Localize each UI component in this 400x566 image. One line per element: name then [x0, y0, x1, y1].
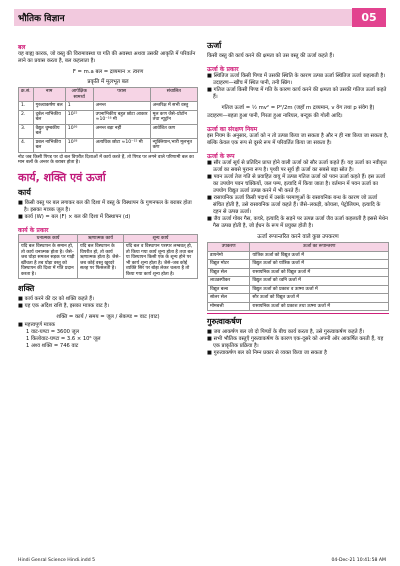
page-number: 05 — [352, 8, 386, 27]
table-row — [208, 294, 389, 303]
table-cell: विद्युत ऊर्जा को प्रकाश व ऊष्मा ऊर्जा में — [250, 285, 389, 294]
conv-table — [207, 242, 389, 311]
shakti-heading: शक्ति — [18, 284, 35, 294]
table-cell: विद्युत ऊर्जा को ध्वनि ऊर्जा में — [250, 277, 389, 286]
table-cell: गुरुत्वाकर्षण बल — [33, 102, 65, 111]
roop-bullet: ■ पवन ऊर्जा तेज गति से प्रवाहित वायु में उत्पन्न गतिज ऊर्जा को पवन ऊर्जा कहते हैं। इस ऊर्जा का उपयोग पवन चक्कियों, जल पम्प, इत्यादि में किया जाता है। वर्तमान में पवन ऊर्जा का उपयोग विद्युत ऊर्जा उत्पन्न करने में भी करते हैं। — [207, 174, 386, 194]
table-row — [19, 243, 198, 279]
table-cell: 1. — [19, 102, 34, 111]
karya-bullet: ■ कार्य (W) = बल (F) × बल की दिशा में विस्थापन (d) — [18, 213, 131, 220]
forces-table — [18, 87, 198, 153]
unit-line: 1 किलोवाट-घण्टा = 3.6 × 10⁶ जूल — [26, 336, 101, 343]
urja-bullet: ■ स्थितिज ऊर्जा किसी पिण्ड में उसकी स्थिति के कारण उत्पन्न ऊर्जा स्थितिज ऊर्जा कहलाती है। उदाहरण—खींच में स्थित पानी, तनी स्प्रिंग। — [207, 73, 386, 86]
footer-file: Hindi Genral Science Hindi.indd 5 — [18, 558, 95, 563]
table-cell: 1 — [65, 102, 93, 111]
shakti-bullet: ■ यह एक अदिश राशि है, इसका मात्रक वाट है। — [18, 303, 109, 310]
table-header-cell: ऋणात्मक कार्य — [78, 234, 124, 243]
table-cell: उपनाभिकीय बहुत छोटा आकार ≈10⁻¹⁶ मी — [93, 110, 150, 124]
unit-line: 1 वाट-घण्टा = 3600 जूल — [26, 329, 79, 336]
footer-date: 04-Dec-21 10:41:58 AM — [331, 558, 386, 563]
table-cell: सोलर सेल — [208, 294, 250, 303]
table-cell: विद्युत ऊर्जा को यांत्रिक ऊर्जा में — [250, 260, 389, 269]
table-cell: विद्युत सेल — [208, 268, 250, 277]
table-row — [19, 124, 198, 138]
shakti-units-heading: ■ महत्त्वपूर्ण मात्रक — [18, 322, 55, 329]
table-row — [19, 138, 198, 152]
table-cell: 10²⁵ — [65, 110, 93, 124]
unit-line: 1 अश्व शक्ति = 746 वाट — [26, 343, 79, 350]
header-title: भौतिक विज्ञान — [18, 14, 65, 24]
gurutva-bullet: ■ सभी भौतिक वस्तुएँ गुरुत्वाकर्षण के कारण एक-दूसरे को अपनी ओर आकर्षित करती हैं, यह एक प्राकृतिक प्रक्रिया है। — [207, 336, 384, 349]
right-column — [207, 38, 389, 357]
conv-table-title: ऊर्जा रूपान्तरित करने वाले कुछ उपकरण — [257, 234, 339, 240]
roop-heading: ऊर्जा के रूप — [207, 153, 235, 160]
roop-bullet: ■ रासायनिक ऊर्जा किसी पदार्थ में उसके परमाणुओं के रासायनिक बन्ध के कारण जो ऊर्जा संचित होती है, उसे रासायनिक ऊर्जा कहते हैं। जैसे–लकड़ी, कोयला, पेट्रोलियम, इत्यादि के दहन से उत्पन्न ऊर्जा। — [207, 195, 381, 215]
table-header-cell: नाम — [33, 88, 65, 102]
table-cell: मूल कण जैसे–प्रोटॉन तथा न्यूट्रॉन — [150, 110, 197, 124]
karya-heading: कार्य — [18, 187, 31, 197]
gatij-example: उदाहरण—बहता हुआ पानी, गिरता हुआ नारियल, बन्दूक की गोली आदि। — [207, 113, 343, 119]
table-header-cell: क्र.सं. — [19, 88, 34, 102]
shakti-bullet: ■ कार्य करने की दर को शक्ति कहते हैं। — [18, 296, 94, 303]
table-cell: 10³⁸ — [65, 138, 93, 152]
table-cell: 3. — [19, 124, 34, 138]
karya-bullet: ■ किसी वस्तु पर बल लगाकर बल की दिशा में वस्तु के विस्थापन के गुणनफल के बराबर होता है। इसका मात्रक जूल है। — [18, 199, 192, 213]
table-cell: अन्तरिक्ष में सभी वस्तु — [150, 102, 197, 111]
bal-formula: F = m.a बल = द्रव्यमान × त्वरण — [72, 69, 144, 75]
table-cell: यदि बल विस्थापन के विपरीत हो, तो कार्य ऋणात्मक होता है। जैसे–जब कोई वस्तु खुरदरे सतह पर फिसलती है। — [78, 243, 124, 279]
table-header-cell: धनात्मक कार्य — [19, 234, 78, 243]
gatij-formula: गतिज ऊर्जा = ½ mv² = P²/2m (जहाँ m द्रव्यमान, v वेग तथा p संवेग है) — [221, 105, 375, 111]
table-cell: अनन्त — [93, 102, 150, 111]
table-row — [19, 110, 198, 124]
shakti-formula: शक्ति = कार्य / समय = जूल / सेकण्ड = वाट (वाट) — [56, 314, 160, 321]
table-header-cell: उपकरण — [208, 243, 250, 252]
header-bar — [14, 9, 366, 26]
table-row — [208, 277, 389, 286]
forces-note: नोट जब किसी पिण्ड पर दो बल विपरीत दिशाओं में कार्य करते हैं, तो पिण्ड पर लगने वाले परिणामी बल का मान बलों के अन्तर के बराबर होता है। — [18, 154, 194, 166]
gurutva-bullet: ■ जब आकर्षण बल जो दो पिण्डों के बीच कार्य करता है, उसे गुरुत्वाकर्षण कहते हैं। — [207, 329, 364, 335]
urja-bullet: ■ गतिज ऊर्जा किसी पिण्ड में गति के कारण कार्य करने की क्षमता को उसकी गतिज ऊर्जा कहते हैं। — [207, 87, 387, 100]
table-header-cell: शून्य कार्य — [123, 234, 197, 243]
table-cell: वैद्युत चुम्बकीय बल — [33, 124, 65, 138]
table-cell: दुर्बल नाभिकीय बल — [33, 110, 65, 124]
print-footer — [18, 558, 386, 563]
table-cell: 2. — [19, 110, 34, 124]
section-divider — [207, 313, 389, 314]
urja-prakar-heading: ऊर्जा के प्रकार — [207, 66, 239, 73]
table-cell: सौर ऊर्जा को विद्युत ऊर्जा में — [250, 294, 389, 303]
table-header-cell: ऊर्जा का रूपान्तरण — [250, 243, 389, 252]
chapter-title: कार्य, शक्ति एवं ऊर्जा — [18, 170, 106, 184]
table-cell: रासायनिक ऊर्जा को विद्युत ऊर्जा में — [250, 268, 389, 277]
table-row — [208, 251, 389, 260]
table-cell: यदि बल विस्थापन के समान हो, तो कार्य धनात्मक होता है। जैसे–जब घोड़ा समतल सड़क पर गाड़ी खींचता है तब घोड़ा वस्तु को विस्थापन की दिशा में गति प्रदान करता है। — [19, 243, 78, 279]
table-header-cell: संचालित — [150, 88, 197, 102]
table-cell: लाउडस्पीकर — [208, 277, 250, 286]
table-header-cell: परास — [93, 88, 150, 102]
table-cell: यांत्रिक ऊर्जा को विद्युत ऊर्जा में — [250, 251, 389, 260]
karya-table — [18, 234, 198, 280]
forces-table-title: प्रकृति में मूलभूत बल — [87, 79, 129, 85]
table-cell: रासायनिक ऊर्जा को प्रकाश तथा ऊष्मा ऊर्जा में — [250, 302, 389, 311]
table-cell: न्यूक्लियान,भारी मूलभूत कण — [150, 138, 197, 152]
table-cell: प्रबल नाभिकीय बल — [33, 138, 65, 152]
sanrakshan-heading: ऊर्जा का संरक्षण नियम — [207, 126, 258, 133]
table-cell: अत्यधिक छोटा ≈10⁻¹⁵ मी — [93, 138, 150, 152]
table-cell: 4. — [19, 138, 34, 152]
gurutva-bullet: ■ गुरुत्वाकर्षण बल को निम्न प्रकार से व्यक्त किया जा सकता है — [207, 350, 327, 356]
table-row — [208, 302, 389, 311]
table-cell: मोमबत्ती — [208, 302, 250, 311]
table-row — [208, 285, 389, 294]
table-row — [208, 268, 389, 277]
table-cell: आवेशित कण — [150, 124, 197, 138]
bal-text: यह बाह्य कारक, जो वस्तु की विरामावस्था या गति की अवस्था अथवा उसकी आकृति में परिवर्तन लाने का प्रयास करता है, बल कहलाता है। — [18, 51, 196, 64]
sanrakshan-text: इस नियम के अनुसार, ऊर्जा को न तो उत्पन्न किया जा सकता है और न ही नष्ट किया जा सकता है, बल्कि केवल एक रूप से दूसरे रूप में परिवर्तित किया जा सकता है। — [207, 133, 389, 146]
table-cell: अनन्त बड़ा नहीं — [93, 124, 150, 138]
urja-text: किसी वस्तु की कार्य करने की क्षमता को उस वस्तु की ऊर्जा कहते हैं। — [207, 53, 335, 59]
page-header — [0, 0, 400, 36]
table-row — [208, 260, 389, 269]
roop-bullet: ■ जैव ऊर्जा गोबर गैस, कचरे, इत्यादि के सड़ने पर उत्पन्न ऊर्जा जैव ऊर्जा कहलाती है इससे मेथेन गैस उत्पन्न होती है, जो ईंधन के रूप में प्रयुक्त होती है। — [207, 216, 388, 229]
urja-heading: ऊर्जा — [207, 41, 222, 50]
roop-bullet: ■ सौर ऊर्जा सूर्य से प्रतिदिन प्राप्त होने वाली ऊर्जा को सौर ऊर्जा कहते हैं। यह ऊर्जा का नवीकृत ऊर्जा का सबसे पुराना रूप है। पृथ्वी पर सूर्य ही ऊर्जा का सबसे बड़ा स्रोत है। — [207, 160, 387, 173]
table-cell: 10³⁶ — [65, 124, 93, 138]
karya-prakar-heading: कार्य के प्रकार — [18, 226, 49, 234]
table-header-cell: आपेक्षिक सामर्थ्य — [65, 88, 93, 102]
table-cell: यदि बल व विस्थापन परस्पर लम्बवत् हो, तो किया गया कार्य शून्य होता है तथा बल या विस्थापन किसी एक के शून्य होने पर भी कार्य शून्य होता है। जैसे–जब कोई व्यक्ति सिर पर बोझ लेकर चलता है तो किया गया कार्य शून्य होता है। — [123, 243, 197, 279]
table-row — [19, 102, 198, 111]
left-column — [18, 38, 198, 350]
bal-heading: बल — [18, 44, 26, 51]
gurutva-heading: गुरुत्वाकर्षण — [207, 317, 242, 326]
table-cell: डायनेमो — [208, 251, 250, 260]
table-cell: विद्युत बल्ब — [208, 285, 250, 294]
table-cell: विद्युत मोटर — [208, 260, 250, 269]
